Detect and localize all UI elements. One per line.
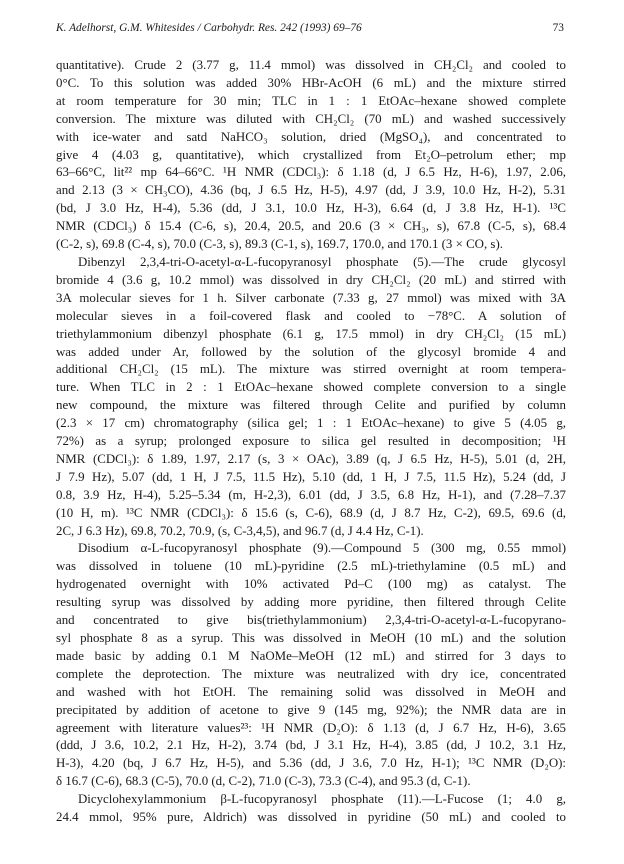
text-line: 0°C. To this solution was added 30% HBr-AcOH (6 mL) and the mixture stirred xyxy=(56,75,566,90)
text-line: δ 16.7 (C-6), 68.3 (C-5), 70.0 (d, C-2), 71.0 (C-3), 73.3 (C-4), and 95.3 (d, C-1). xyxy=(56,774,471,789)
text-line: hydrogenated overnight with 10% activated Pd–C (100 mg) as catalyst. The xyxy=(56,577,566,592)
text-line: 72%) as a syrup; prolonged exposure to silica gel resulted in decomposition; ¹H xyxy=(56,434,566,449)
text-line: complete the deprotection. The mixture was neutralized with dry ice, concentrated xyxy=(56,666,566,681)
text-line: (ddd, J 3.6, 10.2, 2.1 Hz, H-2), 3.74 (bd, J 3.1 Hz, H-4), 3.85 (dd, J 10.2, 3.1 Hz, xyxy=(56,738,566,753)
text-line: was dissolved in toluene (10 mL)-pyridine (2.5 mL)-triethylamine (0.5 mL) and xyxy=(56,559,566,574)
text-line: and 2.13 (3 × CH₃CO), 4.36 (bq, J 6.5 Hz, H-5), 4.97 (dd, J 3.9, 10.0 Hz, H-2), 5.31 xyxy=(56,183,566,198)
text-line: H-3), 4.20 (bq, J 6.7 Hz, H-5), and 5.36 (dd, J 3.6, 7.0 Hz, H-1); ¹³C NMR (D₂O): xyxy=(56,756,566,771)
text-line: with ice-water and satd NaHCO₃ solution, dried (MgSO₄), and concentrated to xyxy=(56,129,566,144)
text-line: was added under Ar, followed by the solution of the glycosyl bromide 4 and xyxy=(56,344,566,359)
text-line: at room temperature for 30 min; TLC in 1 : 1 EtOAc–hexane showed complete xyxy=(56,93,566,108)
text-line: 63–66°C, lit²² mp 64–66°C. ¹H NMR (CDCl₃): δ 1.18 (d, J 6.5 Hz, H-6), 1.97, 2.06, xyxy=(56,165,566,180)
text-line: quantitative). Crude 2 (3.77 g, 11.4 mmol) was dissolved in CH₂Cl₂ and cooled to xyxy=(56,58,566,72)
text-line: bromide 4 (3.6 g, 10.2 mmol) was dissolved in dry CH₂Cl₂ (20 mL) and stirred with xyxy=(56,272,566,287)
page-number: 73 xyxy=(552,22,564,34)
running-head-citation: K. Adelhorst, G.M. Whitesides / Carbohydr. Res. 242 (1993) 69–76 xyxy=(56,22,362,34)
text-line: molecular sieves in a foil-covered flask and cooled to −78°C. A solution of xyxy=(56,308,566,323)
body-text xyxy=(56,57,566,827)
text-line: NMR (CDCl₃) δ 15.4 (C-6, s), 20.4, 20.5, and 20.6 (3 × CH₃, s), 67.8 (C-5, s), 68.4 xyxy=(56,219,566,234)
text-line: (2.3 × 17 cm) chromatography (silica gel; 1 : 1 EtOAc–hexane) to give 5 (4.05 g, xyxy=(56,416,566,431)
text-line: 2C, J 6.3 Hz), 69.8, 70.2, 70.9, (s, C-3,4,5), and 96.7 (d, J 4.4 Hz, C-1). xyxy=(56,523,424,538)
text-line: 24.4 mmol, 95% pure, Aldrich) was dissolved in pyridine (50 mL) and cooled to xyxy=(56,810,566,825)
text-line: and washed with hot EtOH. The remaining solid was dissolved in MeOH and xyxy=(56,684,566,699)
text-line: agreement with literature values²³: ¹H NMR (D₂O): δ 1.13 (d, J 6.7 Hz, H-6), 3.65 xyxy=(56,720,566,735)
text-line: made basic by adding 0.1 M NaOMe–MeOH (12 mL) and stirred for 3 days to xyxy=(56,648,566,663)
text-line: and concentrated to give bis(triethylammonium) 2,3,4-tri-O-acetyl-α-L-fucopyrano- xyxy=(56,613,566,628)
text-line: (bd, J 3.0 Hz, H-4), 5.36 (dd, J 3.1, 10.0 Hz, H-3), 6.64 (d, J 3.8 Hz, H-1). ¹³C xyxy=(56,201,566,216)
text-line: precipitated by addition of acetone to give 9 (145 mg, 92%); the NMR data are in xyxy=(56,702,566,717)
text-line: conversion. The mixture was diluted with CH₂Cl₂ (70 mL) and washed successively xyxy=(56,111,566,126)
text-line: (C-2, s), 69.8 (C-4, s), 70.0 (C-3, s), 89.3 (C-1, s), 169.7, 170.0, and 170.1 (3 × CO, s). xyxy=(56,237,503,252)
text-line: additional CH₂Cl₂ (15 mL). The mixture was stirred overnight at room tempera- xyxy=(56,362,566,377)
text-line: NMR (CDCl₃): δ 1.89, 1.97, 2.17 (s, 3 × OAc), 3.89 (q, J 6.5 Hz, H-5), 5.01 (d, 2H, xyxy=(56,451,566,466)
text-line: Dicyclohexylammonium β-L-fucopyranosyl phosphate (11).—L-Fucose (1; 4.0 g, xyxy=(78,792,566,807)
text-line: new compound, the mixture was filtered through Celite and purified by column xyxy=(56,398,566,413)
text-line: syl phosphate 8 as a syrup. This was dissolved in MeOH (10 mL) and the solution xyxy=(56,631,566,645)
text-line: Dibenzyl 2,3,4-tri-O-acetyl-α-L-fucopyranosyl phosphate (5).—The crude glycosyl xyxy=(78,254,566,269)
text-line: 3A molecular sieves for 1 h. Silver carbonate (7.33 g, 27 mmol) was mixed with 3A xyxy=(56,290,566,305)
running-head xyxy=(56,22,564,40)
text-line: ture. When TLC in 2 : 1 EtOAc–hexane showed complete conversion to a single xyxy=(56,380,566,395)
text-line: resulting syrup was dissolved by adding more pyridine, then filtered through Celite xyxy=(56,595,566,610)
text-line: 0.8, 3.9 Hz, H-4), 5.25–5.34 (m, H-2,3), 6.01 (dd, J 3.5, 6.8 Hz, H-1), and (7.28–7.37 xyxy=(56,487,566,502)
text-line: Disodium α-L-fucopyranosyl phosphate (9).—Compound 5 (300 mg, 0.55 mmol) xyxy=(78,541,566,556)
text-line: triethylammonium dibenzyl phosphate (6.1 g, 17.5 mmol) in dry CH₂Cl₂ (15 mL) xyxy=(56,326,566,341)
text-line: J 7.9 Hz), 5.07 (dd, 1 H, J 7.5, 11.5 Hz), 5.10 (dd, 1 H, J 7.5, 11.5 Hz), 5.24 (dd, J xyxy=(56,469,566,484)
text-line: give 4 (4.03 g, quantitative), which crystallized from Et₂O–petrolum ether; mp xyxy=(56,147,566,162)
text-line: (10 H, m). ¹³C NMR (CDCl₃): δ 15.6 (s, C-6), 68.9 (d, J 8.7 Hz, C-2), 69.5, 69.6 (d, xyxy=(56,505,566,520)
